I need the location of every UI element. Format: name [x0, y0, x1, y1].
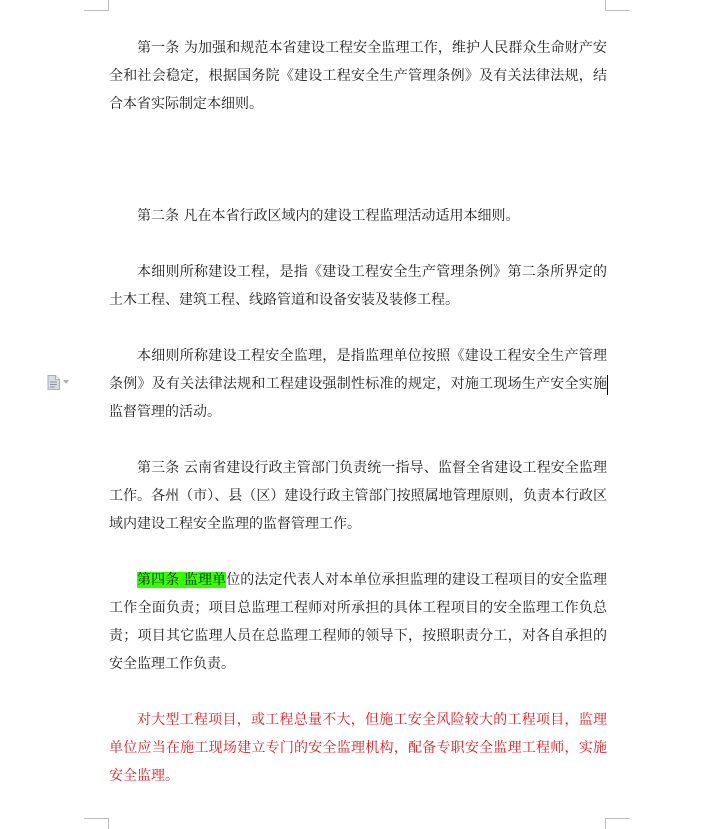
paragraph-spacer: [109, 678, 607, 706]
article-4-paragraph: [109, 566, 607, 678]
crop-mark-bottom-right: [605, 818, 630, 829]
paragraph-spacer: [109, 118, 607, 202]
highlighted-text: 第四条 监理单: [137, 572, 227, 588]
paragraph-spacer: [109, 314, 607, 342]
article-3-paragraph: 第三条 云南省建设行政主管部门负责统一指导、监督全省建设工程安全监理工作。各州（市）、县（区）建设行政主管部门按照属地管理原则，负责本行政区域内建设工程安全监理的监督管理工作。: [109, 460, 607, 532]
crop-mark-top-left: [84, 0, 109, 11]
crop-mark-bottom-left: [84, 818, 109, 829]
article-2-paragraph: 第二条 凡在本省行政区域内的建设工程监理活动适用本细则。: [137, 208, 520, 224]
red-note-paragraph: 对大型工程项目，或工程总量不大，但施工安全风险较大的工程项目，监理单位应当在施工现场建立专门的安全监理机构，配备专职安全监理工程师，实施安全监理。: [109, 712, 607, 784]
definition-construction-paragraph: 本细则所称建设工程，是指《建设工程安全生产管理条例》第二条所界定的土木工程、建筑工程、线路管道和设备安装及装修工程。: [109, 264, 607, 308]
paragraph-spacer: [109, 230, 607, 258]
document-body[interactable]: [109, 34, 607, 790]
paragraph-menu-icon: [47, 375, 60, 390]
paragraph-spacer: [109, 426, 607, 454]
paragraph-menu-button[interactable]: [47, 374, 73, 390]
article-4-text: 位的法定代表人对本单位承担监理的建设工程项目的安全监理工作全面负责；项目总监理工程师对所承担的具体工程项目的安全监理工作负总责；项目其它监理人员在总监理工程师的领导下，按照职责分工，对各自承担的安全监理工作负责。: [109, 572, 607, 672]
chevron-down-icon: [63, 380, 69, 384]
article-1-paragraph: 第一条 为加强和规范本省建设工程安全监理工作，维护人民群众生命财产安全和社会稳定，根据国务院《建设工程安全生产管理条例》及有关法律法规，结合本省实际制定本细则。: [109, 40, 607, 112]
crop-mark-top-right: [605, 0, 630, 11]
definition-safety-supervision-paragraph: 本细则所称建设工程安全监理，是指监理单位按照《建设工程安全生产管理条例》及有关法律法规和工程建设强制性标准的规定，对施工现场生产安全实施监督管理的活动。: [109, 348, 607, 420]
text-cursor: [607, 375, 608, 395]
paragraph-spacer: [109, 538, 607, 566]
